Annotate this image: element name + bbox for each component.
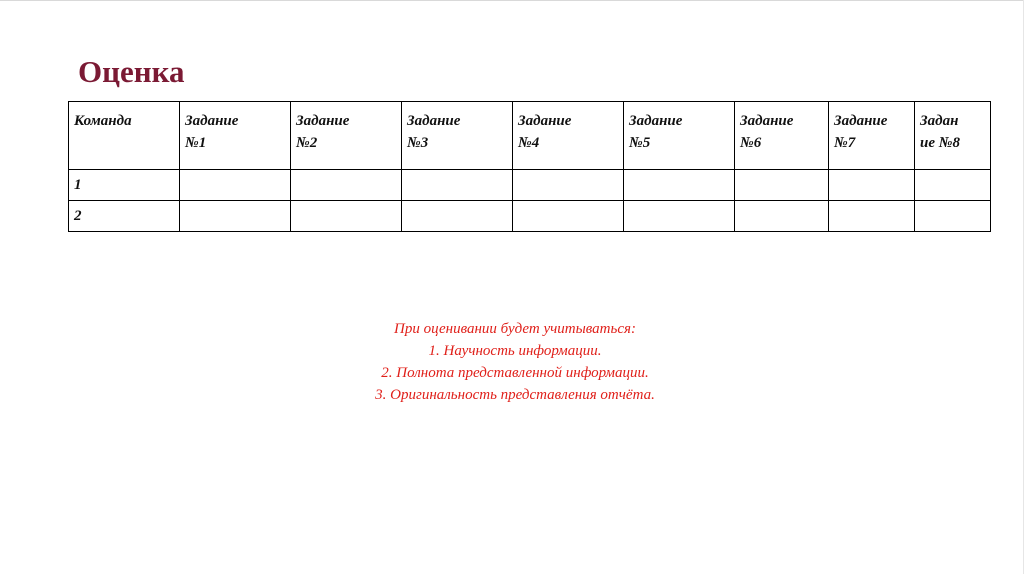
header-label: Задание — [185, 113, 239, 129]
header-team — [69, 102, 180, 170]
score-cell — [624, 201, 735, 232]
header-label: Задание — [407, 113, 461, 129]
header-label: Задание — [518, 113, 572, 129]
slide-title: Оценка — [78, 54, 185, 89]
header-label: Задание — [834, 113, 888, 129]
criteria-item: 3. Оригинальность представления отчёта. — [375, 387, 655, 403]
score-cell — [402, 170, 513, 201]
criteria-intro: При оценивании будет учитываться: — [394, 321, 636, 337]
score-cell — [829, 201, 915, 232]
slide-top-border — [0, 0, 1024, 1]
score-cell — [513, 170, 624, 201]
header-sublabel: №3 — [407, 135, 429, 151]
header-sublabel: ие №8 — [920, 135, 960, 151]
header-task-8 — [915, 102, 991, 170]
header-task-7 — [829, 102, 915, 170]
header-sublabel: №5 — [629, 135, 651, 151]
header-sublabel: №1 — [185, 135, 207, 151]
score-cell — [829, 170, 915, 201]
header-sublabel: №7 — [834, 135, 856, 151]
header-label: Задан — [920, 113, 959, 129]
header-label: Задание — [629, 113, 683, 129]
header-label: Задание — [740, 113, 794, 129]
header-sublabel: №4 — [518, 135, 540, 151]
score-cell — [291, 201, 402, 232]
criteria-item: 2. Полнота представленной информации. — [381, 365, 649, 381]
table-header-row — [69, 102, 991, 170]
score-cell — [735, 170, 829, 201]
header-label: Задание — [296, 113, 350, 129]
table-row — [69, 201, 991, 232]
score-cell — [915, 201, 991, 232]
score-cell — [291, 170, 402, 201]
criteria-item: 1. Научность информации. — [428, 343, 602, 359]
score-cell — [735, 201, 829, 232]
team-cell: 1 — [69, 170, 180, 201]
evaluation-criteria — [260, 318, 770, 406]
header-task-3 — [402, 102, 513, 170]
table-row — [69, 170, 991, 201]
header-task-1 — [180, 102, 291, 170]
score-cell — [180, 170, 291, 201]
score-cell — [915, 170, 991, 201]
header-task-4 — [513, 102, 624, 170]
header-sublabel: №2 — [296, 135, 318, 151]
header-task-5 — [624, 102, 735, 170]
header-sublabel: №6 — [740, 135, 762, 151]
score-cell — [402, 201, 513, 232]
header-task-2 — [291, 102, 402, 170]
score-cell — [180, 201, 291, 232]
score-table — [68, 101, 991, 232]
header-task-6 — [735, 102, 829, 170]
score-cell — [513, 201, 624, 232]
team-cell: 2 — [69, 201, 180, 232]
score-cell — [624, 170, 735, 201]
header-label: Команда — [74, 113, 132, 129]
